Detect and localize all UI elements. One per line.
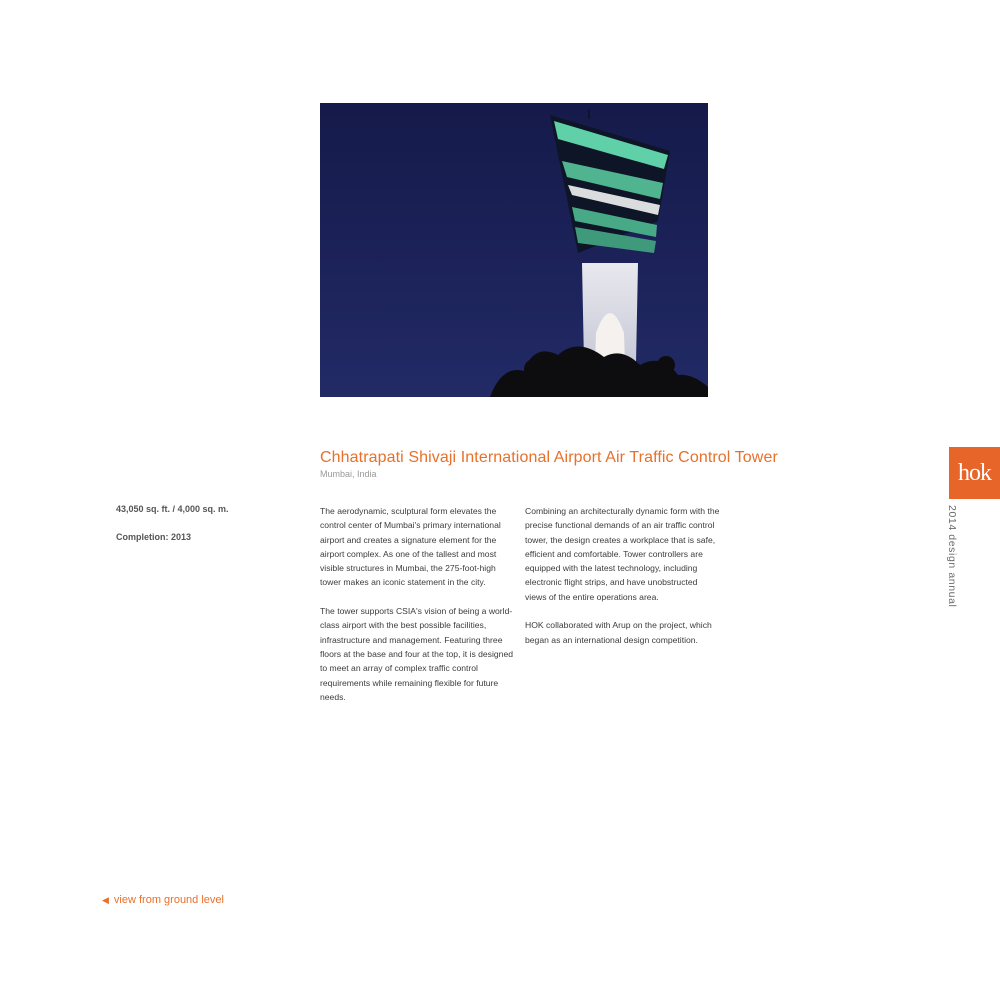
annual-label: 2014 design annual (946, 505, 958, 608)
paragraph: The tower supports CSIA's vision of being a world-class airport with the best possible facilities, infrastructure and management. Featuring three floors at the base and four at the top, it is designed to meet an array of complex traffic control requirements while remaining flexible for future needs. (320, 606, 514, 702)
paragraph: The aerodynamic, sculptural form elevates the control center of Mumbai's primary international airport and creates a signature element for the airport complex. As one of the tallest and most visible structures in Mumbai, the 275-foot-high tower makes an iconic statement in the city. (320, 506, 501, 588)
view-link-label: view from ground level (113, 894, 224, 906)
body-column-left (320, 504, 516, 718)
body-column-right (525, 504, 721, 661)
project-location: Mumbai, India (320, 469, 377, 479)
hok-logo: hok (949, 447, 1000, 499)
paragraph: Combining an architecturally dynamic form with the precise functional demands of an air traffic control tower, the design creates a workplace that is safe, efficient and comfortable. Tower controllers are equipped with the latest technology, including electronic flight strips, and have unobstructed views of the entire operations area. (525, 506, 720, 602)
completion-fact: Completion: 2013 (116, 532, 192, 542)
area-fact: 43,050 sq. ft. / 4,000 sq. m. (116, 504, 229, 514)
project-title: Chhatrapati Shivaji International Airport Air Traffic Control Tower (320, 449, 778, 466)
triangle-left-icon: ◀ (102, 895, 109, 905)
tower-photo (320, 103, 708, 397)
paragraph: HOK collaborated with Arup on the project, which began as an international design competition. (525, 620, 712, 645)
view-from-ground-level-link[interactable] (102, 894, 224, 906)
tower-photo-image (320, 103, 708, 397)
